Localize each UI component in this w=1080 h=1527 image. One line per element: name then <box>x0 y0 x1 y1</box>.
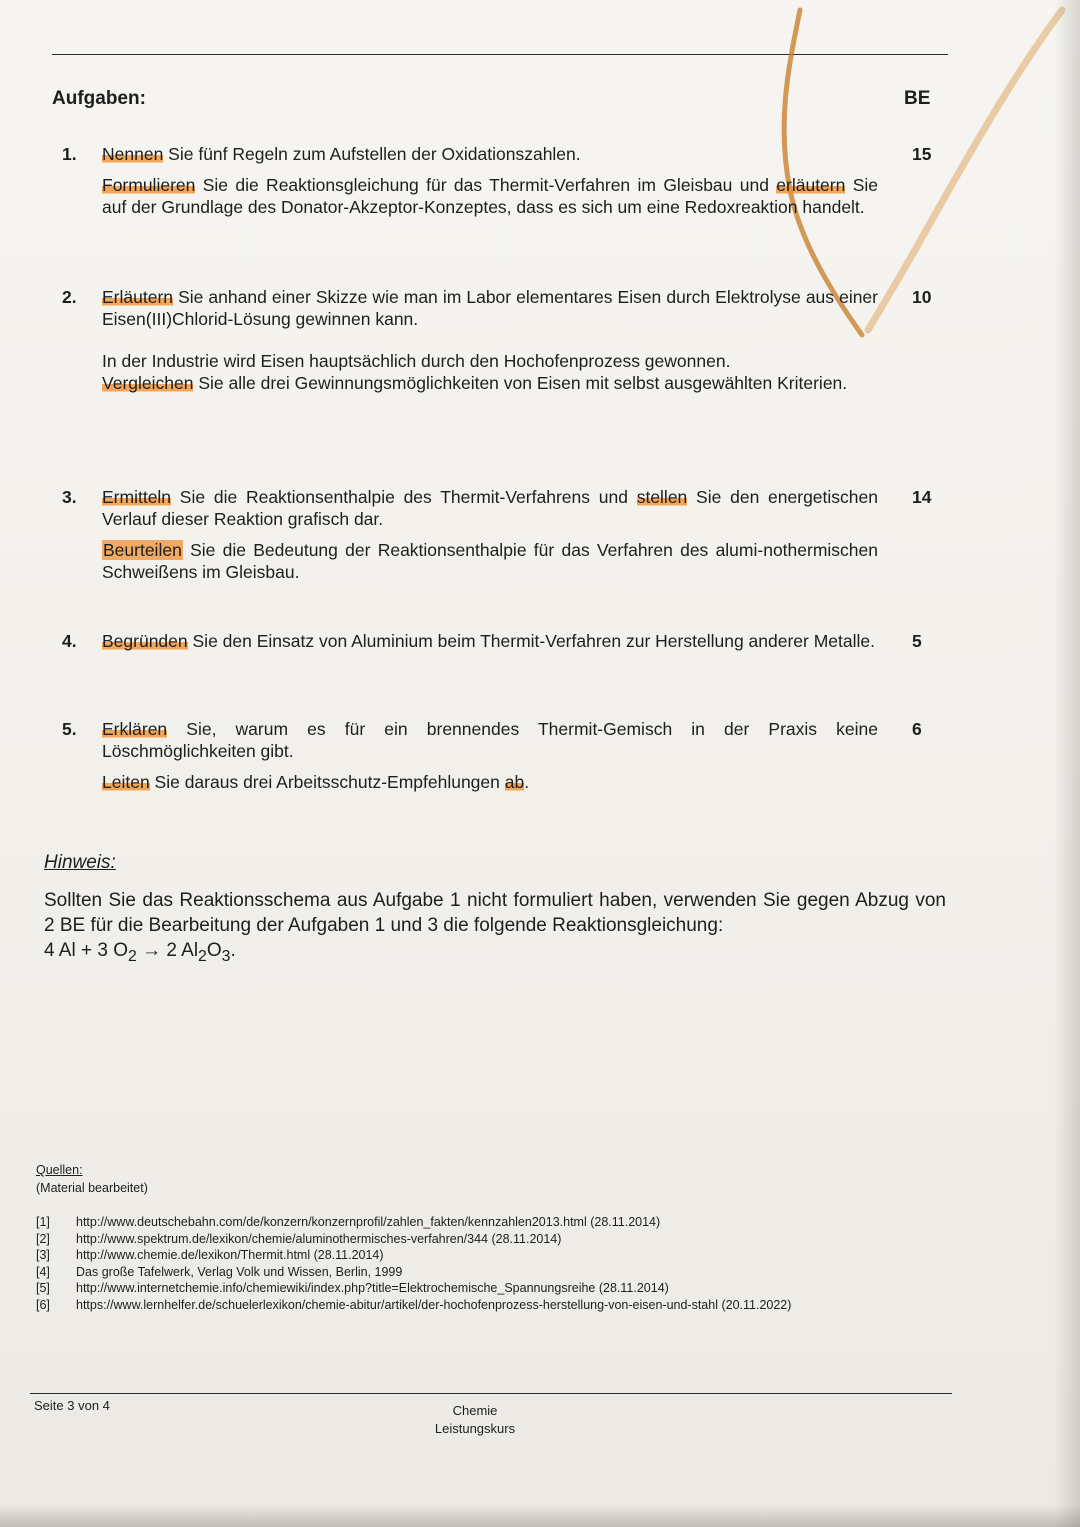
subject-name: Chemie <box>452 1403 498 1418</box>
task-text: Sie die Bedeutung der Reaktionsenthalpie für das Verfahren des alumi-nothermischen Schweißens im Gleisbau. <box>102 540 878 582</box>
task-number: 1. <box>62 144 77 164</box>
source-item <box>36 1280 836 1297</box>
task-paragraph <box>102 539 878 583</box>
task-text: Sie fünf Regeln zum Aufstellen der Oxidationszahlen. <box>163 144 581 164</box>
source-text: http://www.spektrum.de/lexikon/chemie/aluminothermisches-verfahren/344 (28.11.2014) <box>76 1231 562 1246</box>
source-text: Das große Tafelwerk, Verlag Volk und Wissen, Berlin, 1999 <box>76 1264 403 1279</box>
task-text: Sie daraus drei Arbeitsschutz-Empfehlungen <box>149 772 505 792</box>
task-text: Sie den Einsatz von Aluminium beim Thermit-Verfahren zur Herstellung anderer Metalle. <box>187 631 876 651</box>
task-text: Sie auf der Grundlage des Donator-Akzeptor-Konzeptes, dass es sich um eine Redoxreaktion handelt. <box>102 175 878 217</box>
source-text: https://www.lernhelfer.de/schuelerlexikon/chemie-abitur/artikel/der-hochofenprozess-herstellung-von-eisen-und-stahl (20.11.2022) <box>76 1297 792 1312</box>
hint-text: Sollten Sie das Reaktionsschema aus Aufgabe 1 nicht formuliert haben, verwenden Sie gegen Abzug von 2 BE für die Bearbeitung der Aufgaben 1 und 3 die folgende Reaktionsgleichung: <box>44 890 946 936</box>
task-number: 3. <box>62 487 77 507</box>
task-text: Sie die Reaktionsgleichung für das Thermit-Verfahren im Gleisbau und <box>195 175 777 195</box>
source-item <box>36 1297 836 1314</box>
task-text: Sie alle drei Gewinnungsmöglichkeiten von Eisen mit selbst ausgewählten Kriterien. <box>193 373 848 393</box>
operator-word: Nennen <box>102 144 164 164</box>
equation-part: O <box>206 940 222 961</box>
task-text: . <box>524 772 530 792</box>
task-paragraph <box>102 174 878 218</box>
source-index: [1] <box>36 1215 50 1229</box>
task-text: Sie, warum es für ein brennendes Thermit-Gemisch in der Praxis keine Löschmöglichkeiten gibt. <box>102 719 878 761</box>
task-points: 10 <box>912 287 932 307</box>
task-text: Sie die Reaktionsenthalpie des Thermit-Verfahrens und <box>171 487 637 507</box>
task-points: 15 <box>912 144 932 164</box>
tasks-heading: Aufgaben: <box>52 88 146 109</box>
equation-part: → 2 Al <box>136 940 199 961</box>
task-paragraph <box>102 771 878 793</box>
equation-subscript: 2 <box>198 947 207 965</box>
operator-word: Beurteilen <box>103 540 182 560</box>
operator-word: Formulieren <box>102 175 196 195</box>
paper-bottom-shadow <box>0 1505 1080 1527</box>
task-text: In der Industrie wird Eisen hauptsächlich durch den Hochofenprozess gewonnen. <box>102 351 731 371</box>
operator-word: erläutern <box>776 175 846 195</box>
source-item <box>36 1214 836 1231</box>
source-text: http://www.internetchemie.info/chemiewiki/index.php?title=Elektrochemische_Spannungsreihe (28.11.2014) <box>76 1281 669 1295</box>
top-rule <box>52 54 948 55</box>
equation-subscript: 2 <box>127 947 137 965</box>
task-paragraph <box>102 630 878 652</box>
operator-word: Erläutern <box>102 287 174 307</box>
paper-edge-shadow <box>1054 0 1080 1527</box>
operator-word: stellen <box>636 487 688 507</box>
reaction-equation <box>44 940 236 966</box>
source-text: http://www.chemie.de/lexikon/Thermit.html (28.11.2014) <box>76 1248 384 1262</box>
footer-subject <box>380 1402 570 1438</box>
operator-word: Leiten <box>102 772 150 792</box>
task-points: 6 <box>912 719 922 739</box>
page-number: Seite 3 von 4 <box>34 1398 110 1413</box>
points-heading: BE <box>904 88 931 109</box>
source-index: [5] <box>36 1281 50 1295</box>
operator-word: ab <box>504 772 525 792</box>
task-points: 14 <box>912 487 932 507</box>
task-paragraph <box>102 143 878 165</box>
source-index: [3] <box>36 1248 50 1262</box>
task-paragraph <box>102 718 878 762</box>
source-index: [6] <box>36 1297 50 1312</box>
task-text: Sie den energetischen Verlauf dieser Reaktion grafisch dar. <box>102 487 878 529</box>
task-paragraph <box>102 486 878 530</box>
equation-subscript: 3 <box>221 947 231 965</box>
course-name: Leistungskurs <box>434 1421 516 1436</box>
source-item <box>36 1231 836 1248</box>
operator-word: Begründen <box>102 631 188 651</box>
sources-title: Quellen: <box>36 1163 83 1177</box>
equation-part: 4 Al + 3 O <box>44 940 128 961</box>
task-number: 2. <box>62 287 77 307</box>
sources-note: (Material bearbeitet) <box>36 1181 148 1195</box>
task-text: Sie anhand einer Skizze wie man im Labor elementares Eisen durch Elektrolyse aus einer Eisen(III)Chlorid-Lösung gewinnen kann. <box>102 287 878 329</box>
source-index: [4] <box>36 1264 50 1279</box>
source-item <box>36 1264 836 1281</box>
task-number: 5. <box>62 719 77 739</box>
task-paragraph <box>102 350 878 394</box>
footer-rule <box>30 1393 952 1394</box>
operator-word: Erklären <box>102 719 168 739</box>
task-points: 5 <box>912 631 922 651</box>
sources-list <box>36 1214 836 1313</box>
source-index: [2] <box>36 1231 50 1246</box>
hint-title: Hinweis: <box>44 852 116 873</box>
operator-word: Ermitteln <box>102 487 172 507</box>
task-paragraph <box>102 286 878 330</box>
equation-part: . <box>230 940 236 961</box>
operator-word: Vergleichen <box>102 373 194 393</box>
source-item <box>36 1247 836 1264</box>
source-text: http://www.deutschebahn.com/de/konzern/konzernprofil/zahlen_fakten/kennzahlen2013.html (28.11.2014) <box>76 1215 661 1229</box>
task-number: 4. <box>62 631 77 651</box>
